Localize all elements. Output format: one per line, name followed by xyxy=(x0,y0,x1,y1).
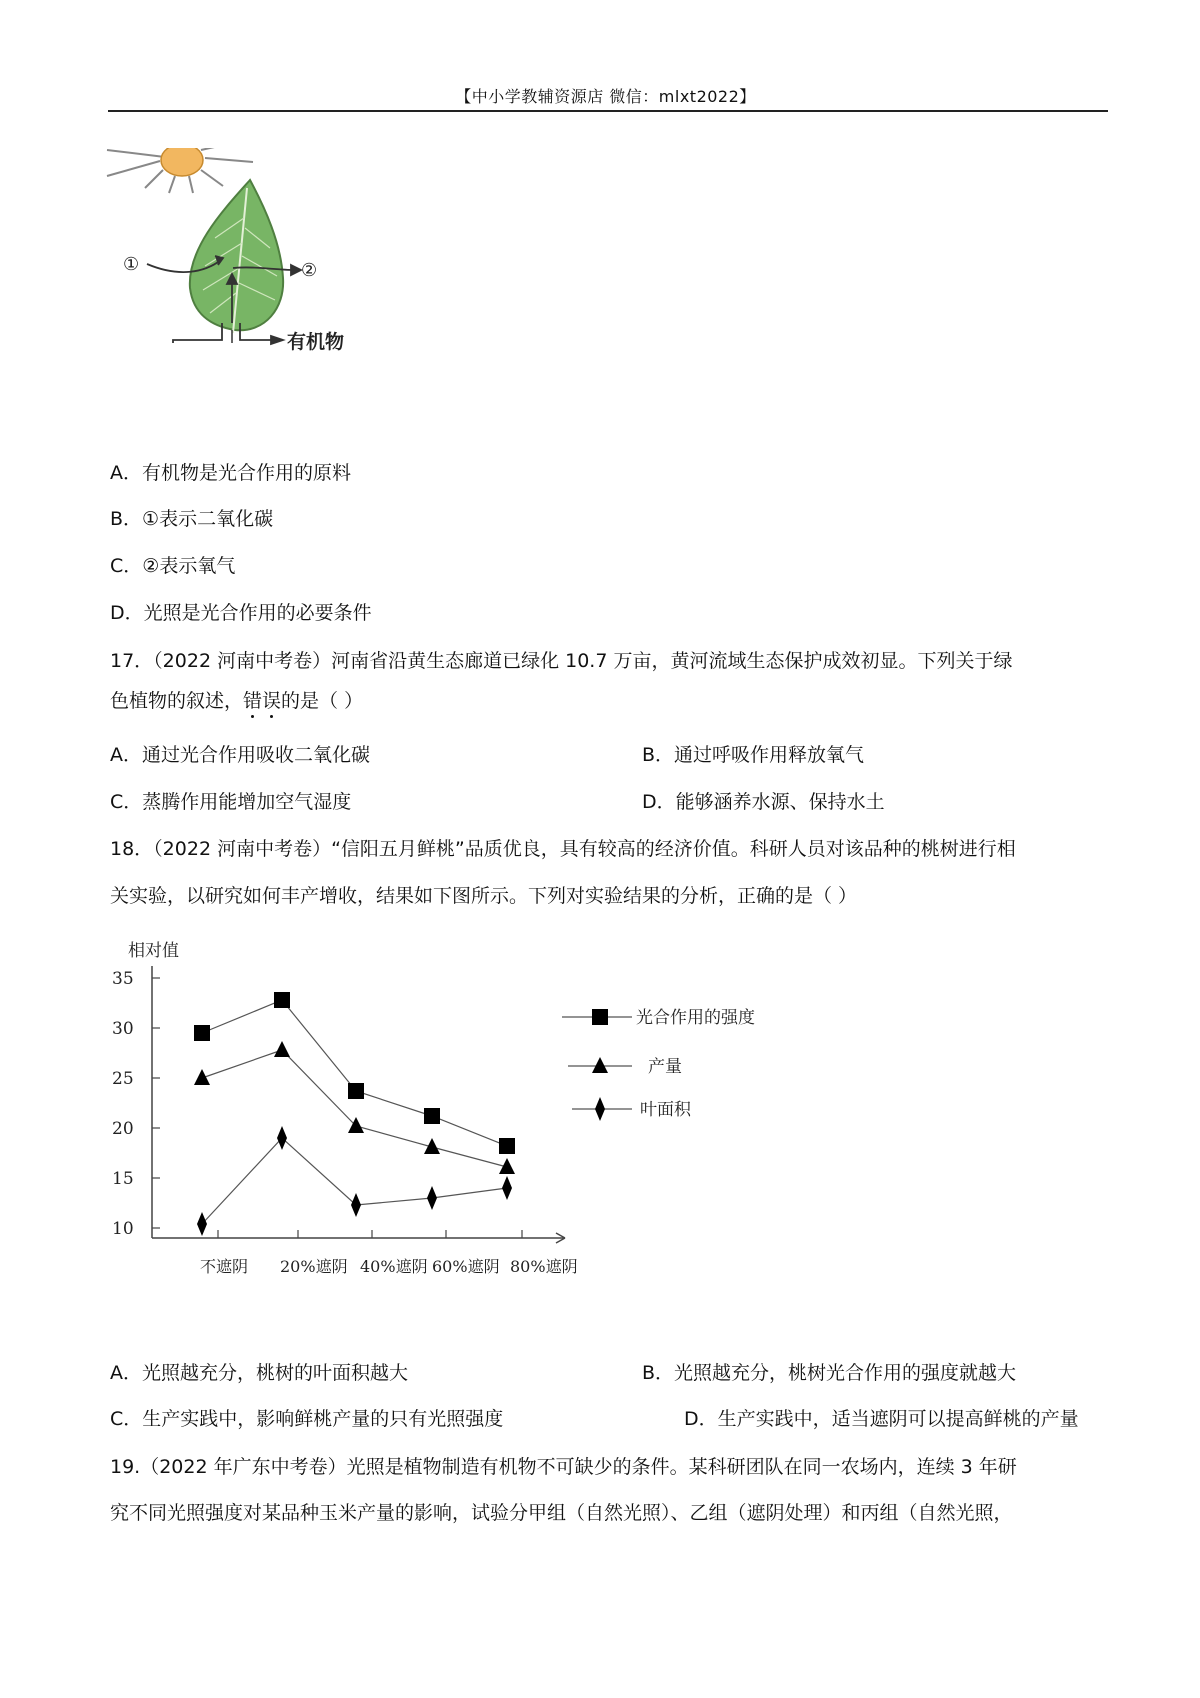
x-tick-label: 80%遮阴 xyxy=(510,1257,578,1276)
data-point-diamond xyxy=(427,1186,437,1210)
q17-option-b: B．通过呼吸作用释放氧气 xyxy=(642,744,865,766)
q18-option-b: B．光照越充分，桃树光合作用的强度就越大 xyxy=(642,1362,1017,1384)
q18-option-c: C．生产实践中，影响鲜桃产量的只有光照强度 xyxy=(110,1408,504,1430)
label-organic: 有机物 xyxy=(287,331,345,353)
q16-option-b: B．①表示二氧化碳 xyxy=(110,508,274,530)
x-tick-label: 40%遮阴 xyxy=(360,1257,428,1276)
y-tick-label: 10 xyxy=(112,1219,134,1239)
series-diamond xyxy=(197,1126,512,1236)
legend-label: 光合作用的强度 xyxy=(636,1008,755,1028)
data-point-square xyxy=(592,1009,608,1025)
data-point-diamond xyxy=(197,1212,207,1236)
y-tick-label: 15 xyxy=(112,1169,134,1189)
label-1: ① xyxy=(123,254,140,275)
data-point-diamond xyxy=(595,1097,605,1121)
q18-option-d: D．生产实践中，适当遮阴可以提高鲜桃的产量 xyxy=(684,1408,1079,1430)
data-point-diamond xyxy=(277,1126,287,1150)
q17-stem-line1: 17．（2022 河南中考卷）河南省沿黄生态廊道已绿化 10.7 万亩，黄河流域生态保护成效初显。下列关于绿 xyxy=(110,650,1013,672)
legend-label: 产量 xyxy=(648,1057,682,1077)
q17-option-a: A．通过光合作用吸收二氧化碳 xyxy=(110,744,371,766)
shading-experiment-chart xyxy=(110,926,830,1296)
y-tick-label: 30 xyxy=(112,1019,134,1039)
emphasis-char-1: 错 xyxy=(243,690,263,712)
q18-stem-line1: 18．（2022 河南中考卷）“信阳五月鲜桃”品质优良，具有较高的经济价值。科研人员对该品种的桃树进行相 xyxy=(110,838,1016,860)
q18-options-row1 xyxy=(110,1360,1017,1386)
data-point-triangle xyxy=(194,1069,210,1085)
data-point-triangle xyxy=(274,1041,290,1057)
y-tick-label: 25 xyxy=(112,1069,134,1089)
q19-stem-line1: 19.（2022 年广东中考卷）光照是植物制造有机物不可缺少的条件。某科研团队在同一农场内，连续 3 年研 xyxy=(110,1456,1017,1478)
q17-stem-line2: 色植物的叙述，错误的是（ ） xyxy=(110,690,364,712)
x-tick-label: 20%遮阴 xyxy=(280,1257,348,1276)
y-axis-label: 相对值 xyxy=(128,941,179,961)
q16-option-a: A．有机物是光合作用的原料 xyxy=(110,462,352,484)
page-header: 【中小学教辅资源店 微信：mlxt2022】 xyxy=(455,87,756,106)
leaf-icon xyxy=(190,180,283,343)
y-tick-label: 35 xyxy=(112,969,134,989)
data-point-diamond xyxy=(502,1176,512,1200)
q16-option-d: D．光照是光合作用的必要条件 xyxy=(110,602,372,624)
legend-label: 叶面积 xyxy=(640,1100,691,1120)
leaf-photosynthesis-figure xyxy=(105,148,405,393)
data-point-triangle xyxy=(592,1057,608,1073)
series-line xyxy=(202,1050,507,1167)
sun-icon xyxy=(107,148,255,193)
q19-stem-line2: 究不同光照强度对某品种玉米产量的影响，试验分甲组（自然光照）、乙组（遮阴处理）和丙组（自然光照， xyxy=(110,1502,1013,1524)
header-rule xyxy=(108,110,1108,112)
series-triangle xyxy=(194,1041,515,1174)
q16-option-c: C．②表示氧气 xyxy=(110,555,236,577)
data-point-square xyxy=(194,1025,210,1041)
y-tick-label: 20 xyxy=(112,1119,134,1139)
data-point-square xyxy=(499,1138,515,1154)
q17-options-row2 xyxy=(110,789,885,815)
x-tick-label: 60%遮阴 xyxy=(432,1257,500,1276)
q17-option-c: C．蒸腾作用能增加空气湿度 xyxy=(110,791,352,813)
q18-options-row2 xyxy=(110,1406,1079,1432)
emphasis-char-2: 误 xyxy=(262,690,282,712)
q18-option-a: A．光照越充分，桃树的叶面积越大 xyxy=(110,1362,409,1384)
q17-option-d: D．能够涵养水源、保持水土 xyxy=(642,791,885,813)
data-point-square xyxy=(274,992,290,1008)
q17-options-row1 xyxy=(110,742,865,768)
data-point-diamond xyxy=(351,1193,361,1217)
x-tick-label: 不遮阴 xyxy=(200,1257,249,1276)
data-point-square xyxy=(424,1108,440,1124)
label-2: ② xyxy=(301,260,318,281)
q18-stem-line2: 关实验，以研究如何丰产增收，结果如下图所示。下列对实验结果的分析，正确的是（ ） xyxy=(110,885,858,907)
data-point-square xyxy=(348,1083,364,1099)
